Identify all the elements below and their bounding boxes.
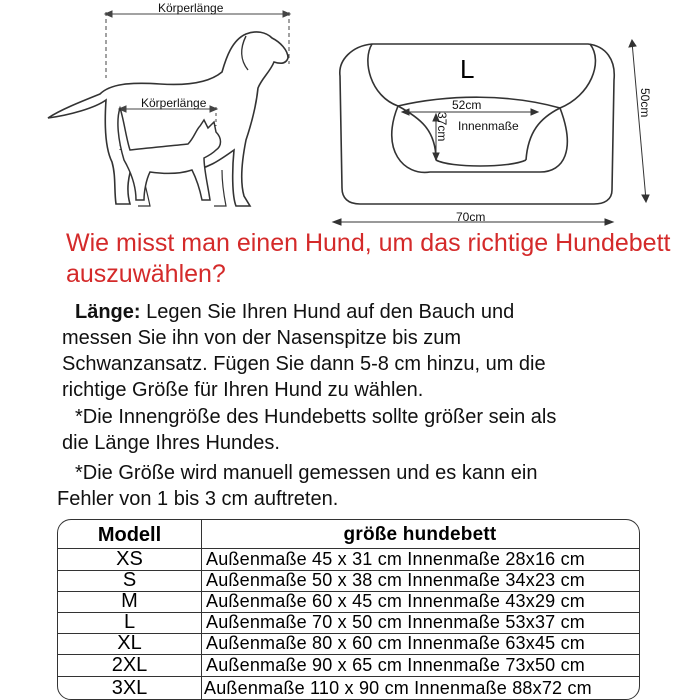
inner-depth-label: 37cm — [435, 112, 449, 142]
table-row: L Außenmaße 70 x 50 cm Innenmaße 53x37 cm — [123, 611, 585, 633]
cat-silhouette — [118, 108, 221, 200]
length-instruction-line-3: Schwanzansatz. Fügen Sie dann 5-8 cm hinzu, um die — [62, 353, 546, 375]
length-instruction-line-1: Länge: Legen Sie Ihren Hund auf den Bauch und — [75, 301, 515, 323]
outer-depth-label: 50cm — [638, 88, 652, 118]
length-label: Länge: — [75, 301, 141, 323]
cat-length-label: Körperlänge — [141, 96, 207, 110]
note-inner-size-line-2: die Länge Ihres Hundes. — [62, 432, 280, 454]
table-row: 3XL Außenmaße 110 x 90 cm Innenmaße 88x72 cm — [111, 677, 592, 699]
inner-width-label: 52cm — [452, 98, 482, 112]
dog-silhouette — [48, 32, 288, 206]
table-row: XL Außenmaße 80 x 60 cm Innenmaße 63x45 cm — [117, 632, 585, 654]
note-tolerance-line-1: *Die Größe wird manuell gemessen und es kann ein — [75, 462, 538, 484]
outer-width-label: 70cm — [456, 210, 486, 224]
inner-dims-label: Innenmaße — [458, 119, 519, 133]
size-table — [57, 519, 640, 700]
note-tolerance-line-2: Fehler von 1 bis 3 cm auftreten. — [57, 488, 339, 510]
page-heading: Wie misst man einen Hund, um das richtige Hundebett auszuwählen? — [66, 229, 671, 288]
dog-length-arrow — [105, 11, 290, 78]
table-row: XS Außenmaße 45 x 31 cm Innenmaße 28x16 cm — [116, 548, 585, 570]
header-model: Modell — [97, 524, 162, 546]
dog-length-label: Körperlänge — [158, 1, 224, 15]
length-instruction-line-4: richtige Größe für Ihren Hund zu wählen. — [62, 379, 424, 401]
note-inner-size-line-1: *Die Innengröße des Hundebetts sollte größer sein als — [75, 406, 557, 428]
table-header-row — [58, 520, 639, 549]
table-row: 2XL Außenmaße 90 x 65 cm Innenmaße 73x50 cm — [111, 654, 585, 676]
length-instruction-line-2: messen Sie ihn von der Nasenspitze bis zum — [62, 327, 462, 349]
measurement-illustration — [0, 0, 700, 230]
table-row: S Außenmaße 50 x 38 cm Innenmaße 34x23 cm — [122, 569, 585, 591]
header-size: größe hundebett — [343, 524, 497, 545]
table-row: M Außenmaße 60 x 45 cm Innenmaße 43x29 cm — [121, 590, 585, 612]
bed-size-label: L — [460, 54, 475, 84]
